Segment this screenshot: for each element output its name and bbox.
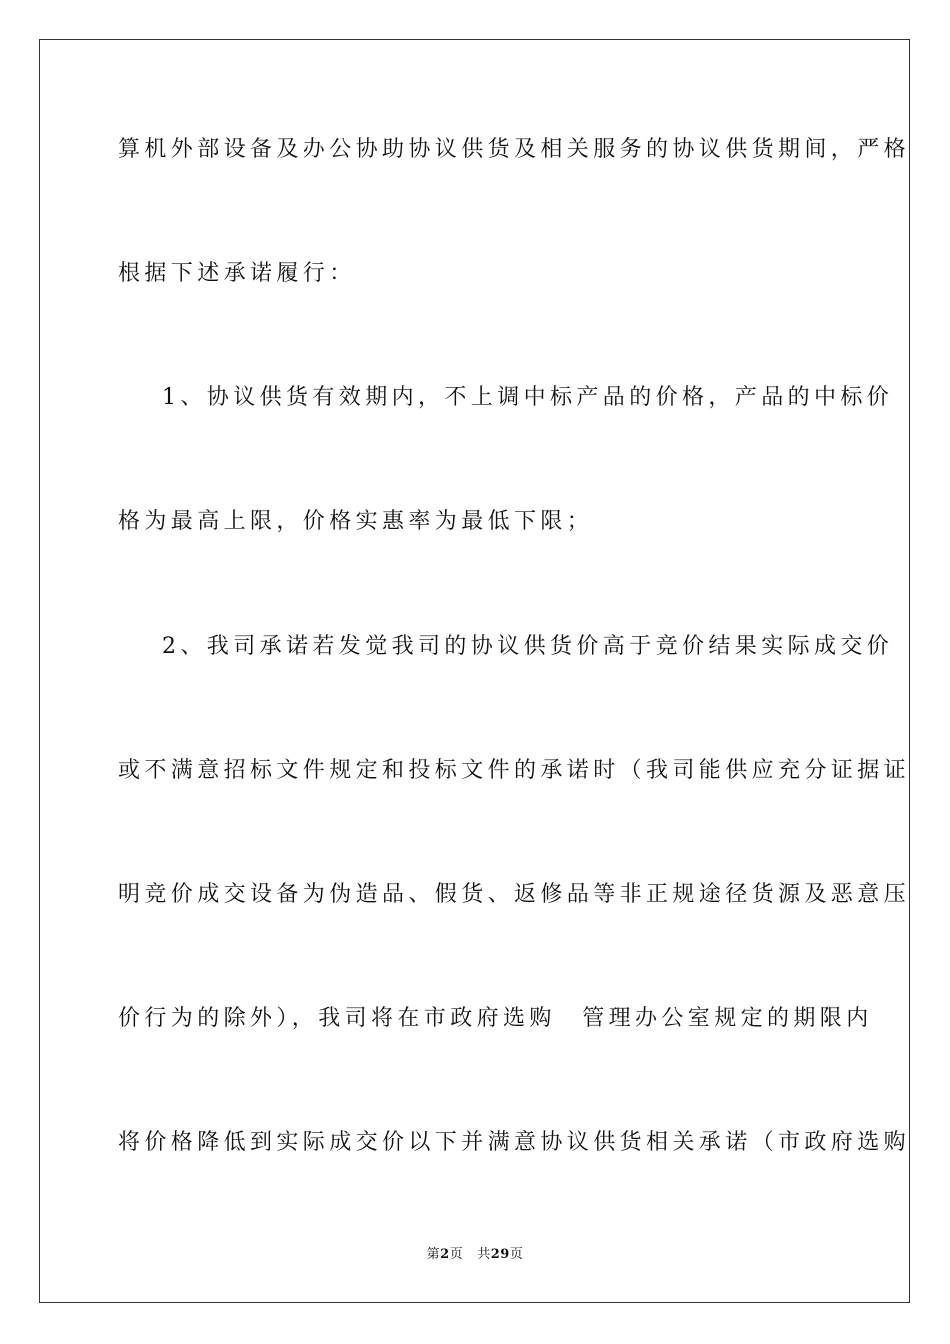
body-text-line: 算机外部设备及办公协助协议供货及相关服务的协议供货期间，严格 bbox=[118, 137, 911, 162]
body-text-line: 根据下述承诺履行： bbox=[118, 261, 356, 286]
total-page-count: 29 bbox=[490, 1247, 510, 1262]
body-text-line: 格为最高上限，价格实惠率为最低下限； bbox=[118, 509, 594, 534]
page-prefix: 第 bbox=[426, 1247, 441, 1262]
current-page-number: 2 bbox=[440, 1247, 450, 1262]
page-border bbox=[39, 39, 910, 1303]
list-item-2-text: 2、我司承诺若发觉我司的协议供货价高于竞价结果实际成交价 bbox=[162, 634, 894, 659]
list-item-1-text: 1、协议供货有效期内，不上调中标产品的价格，产品的中标价 bbox=[162, 385, 894, 410]
page-suffix: 页 bbox=[449, 1247, 464, 1262]
body-text-line: 价行为的除外），我司将在市政府选购 管理办公室规定的期限内 bbox=[118, 1006, 873, 1031]
page-number-footer bbox=[0, 1246, 950, 1264]
total-prefix: 共 bbox=[477, 1247, 491, 1262]
body-text-line: 明竞价成交设备为伪造品、假货、返修品等非正规途径货源及恶意压 bbox=[118, 882, 911, 907]
total-suffix: 页 bbox=[509, 1247, 524, 1262]
body-text-line: 或不满意招标文件规定和投标文件的承诺时（我司能供应充分证据证 bbox=[118, 758, 911, 783]
body-text-line: 将价格降低到实际成交价以下并满意协议供货相关承诺（市政府选购 bbox=[118, 1130, 911, 1155]
